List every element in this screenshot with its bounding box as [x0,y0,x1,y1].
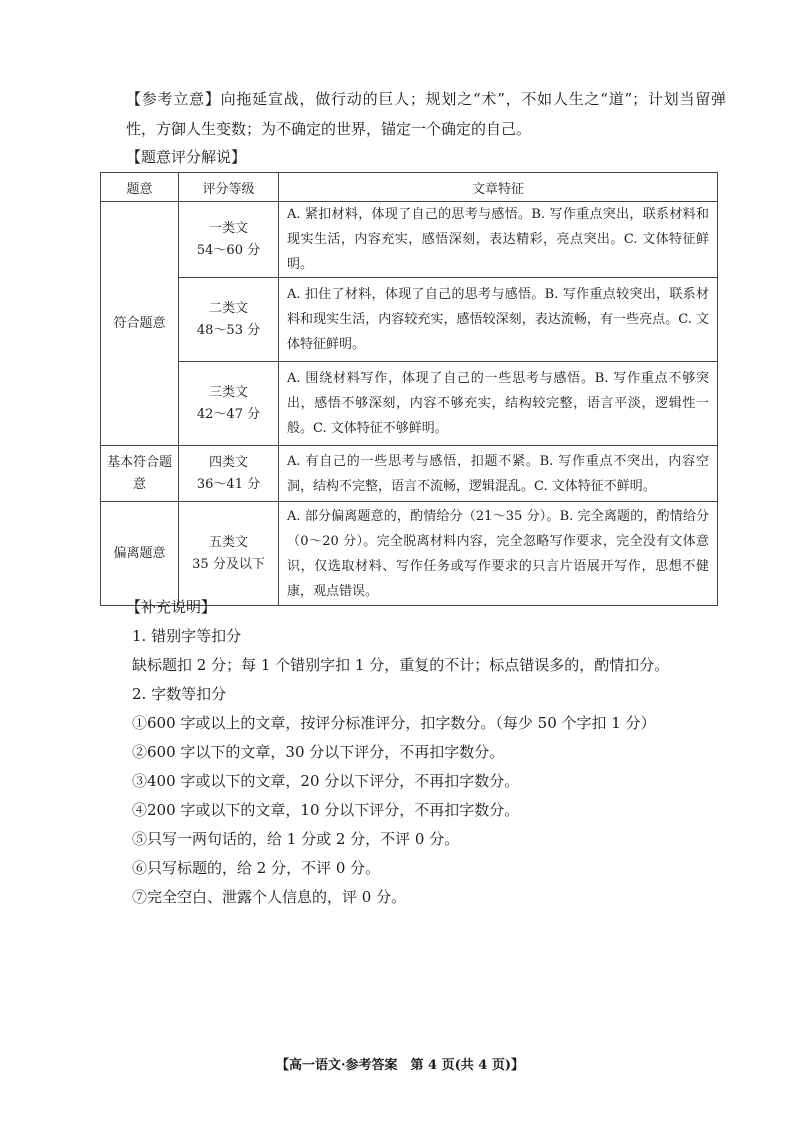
list-item: ①600 字或以上的文章，按评分标准评分，扣字数分。（每少 50 个字扣 1 分） [132,714,656,732]
features-cell: A. 有自己的一些思考与感悟，扣题不紧。B. 写作重点不突出，内容空洞，结构不完整，语言不流畅，逻辑混乱。C. 文体特征不鲜明。 [279,446,718,502]
page-footer: 【高一语文·参考答案 第 4 页(共 4 页)】 [275,1058,525,1073]
category-cell: 基本符合题意 [101,446,179,502]
subsection-text: 缺标题扣 2 分；每 1 个错别字扣 1 分，重复的不计；标点错误多的，酌情扣分。 [132,656,670,674]
category-cell: 符合题意 [101,202,179,446]
header-grade: 评分等级 [179,173,279,202]
supplement-heading: 【补充说明】 [126,598,217,616]
reference-intent [126,84,726,144]
table-header-row [101,173,718,202]
grade-name: 五类文 [208,534,248,550]
supplement-section [126,593,732,912]
grade-range: 48～53 分 [196,322,261,338]
features-cell: A. 扣住了材料，体现了自己的思考与感悟。B. 写作重点较突出，联系材料和现实生活，内容较充实，感悟较深刻，表达流畅，有一些亮点。C. 文体特征鲜明。 [279,278,718,362]
header-features: 文章特征 [279,173,718,202]
intent-text: 向拖延宣战，做行动的巨人；规划之“术”，不如人生之“道”；计划当留弹性，方御人生变数；为不确定的世界，锚定一个确定的自己。 [126,90,726,138]
table-row [101,362,718,446]
grade-cell [179,446,279,502]
features-cell: A. 紧扣材料，体现了自己的思考与感悟。B. 写作重点突出，联系材料和现实生活，内容充实，感悟深刻，表达精彩，亮点突出。C. 文体特征鲜明。 [279,202,718,278]
subsection-title: 1. 错别字等扣分 [132,627,242,645]
grade-cell [179,502,279,606]
grade-range: 42～47 分 [196,406,261,422]
table-row [101,446,718,502]
list-item: ⑤只写一两句话的，给 1 分或 2 分，不评 0 分。 [132,830,460,848]
list-item: ⑦完全空白、泄露个人信息的，评 0 分。 [132,888,407,906]
table-row [101,502,718,606]
list-item: ⑥只写标题的，给 2 分，不评 0 分。 [132,859,381,877]
subsection-title: 2. 字数等扣分 [132,685,227,703]
grade-range: 36～41 分 [196,476,261,492]
category-cell: 偏离题意 [101,502,179,606]
grade-range: 54～60 分 [196,242,261,258]
scoring-table [100,172,718,606]
header-topic: 题意 [101,173,179,202]
intent-label: 【参考立意】 [126,90,221,108]
grade-name: 三类文 [208,384,248,400]
grade-cell [179,278,279,362]
rubric-heading: 【题意评分解说】 [126,148,247,166]
grade-name: 二类文 [208,300,248,316]
grade-name: 一类文 [208,220,248,236]
grade-range: 35 分及以下 [192,556,265,572]
features-cell: A. 部分偏离题意的，酌情给分（21～35 分）。B. 完全离题的，酌情给分（0～20 分）。完全脱离材料内容，完全忽略写作要求，完全没有文体意识，仅选取材料、写作任务或写作要求的只言片语展开写作，思想不健康，观点错误。 [279,502,718,606]
list-item: ④200 字或以下的文章，10 分以下评分，不再扣字数分。 [132,801,520,819]
features-cell: A. 围绕材料写作，体现了自己的一些思考与感悟。B. 写作重点不够突出，感悟不够深刻，内容不够充实，结构较完整，语言平淡，逻辑性一般。C. 文体特征不够鲜明。 [279,362,718,446]
grade-cell [179,202,279,278]
list-item: ③400 字或以下的文章，20 分以下评分，不再扣字数分。 [132,772,520,790]
list-item: ②600 字以下的文章，30 分以下评分，不再扣字数分。 [132,743,505,761]
table-row [101,202,718,278]
grade-name: 四类文 [208,454,248,470]
grade-cell [179,362,279,446]
table-row [101,278,718,362]
